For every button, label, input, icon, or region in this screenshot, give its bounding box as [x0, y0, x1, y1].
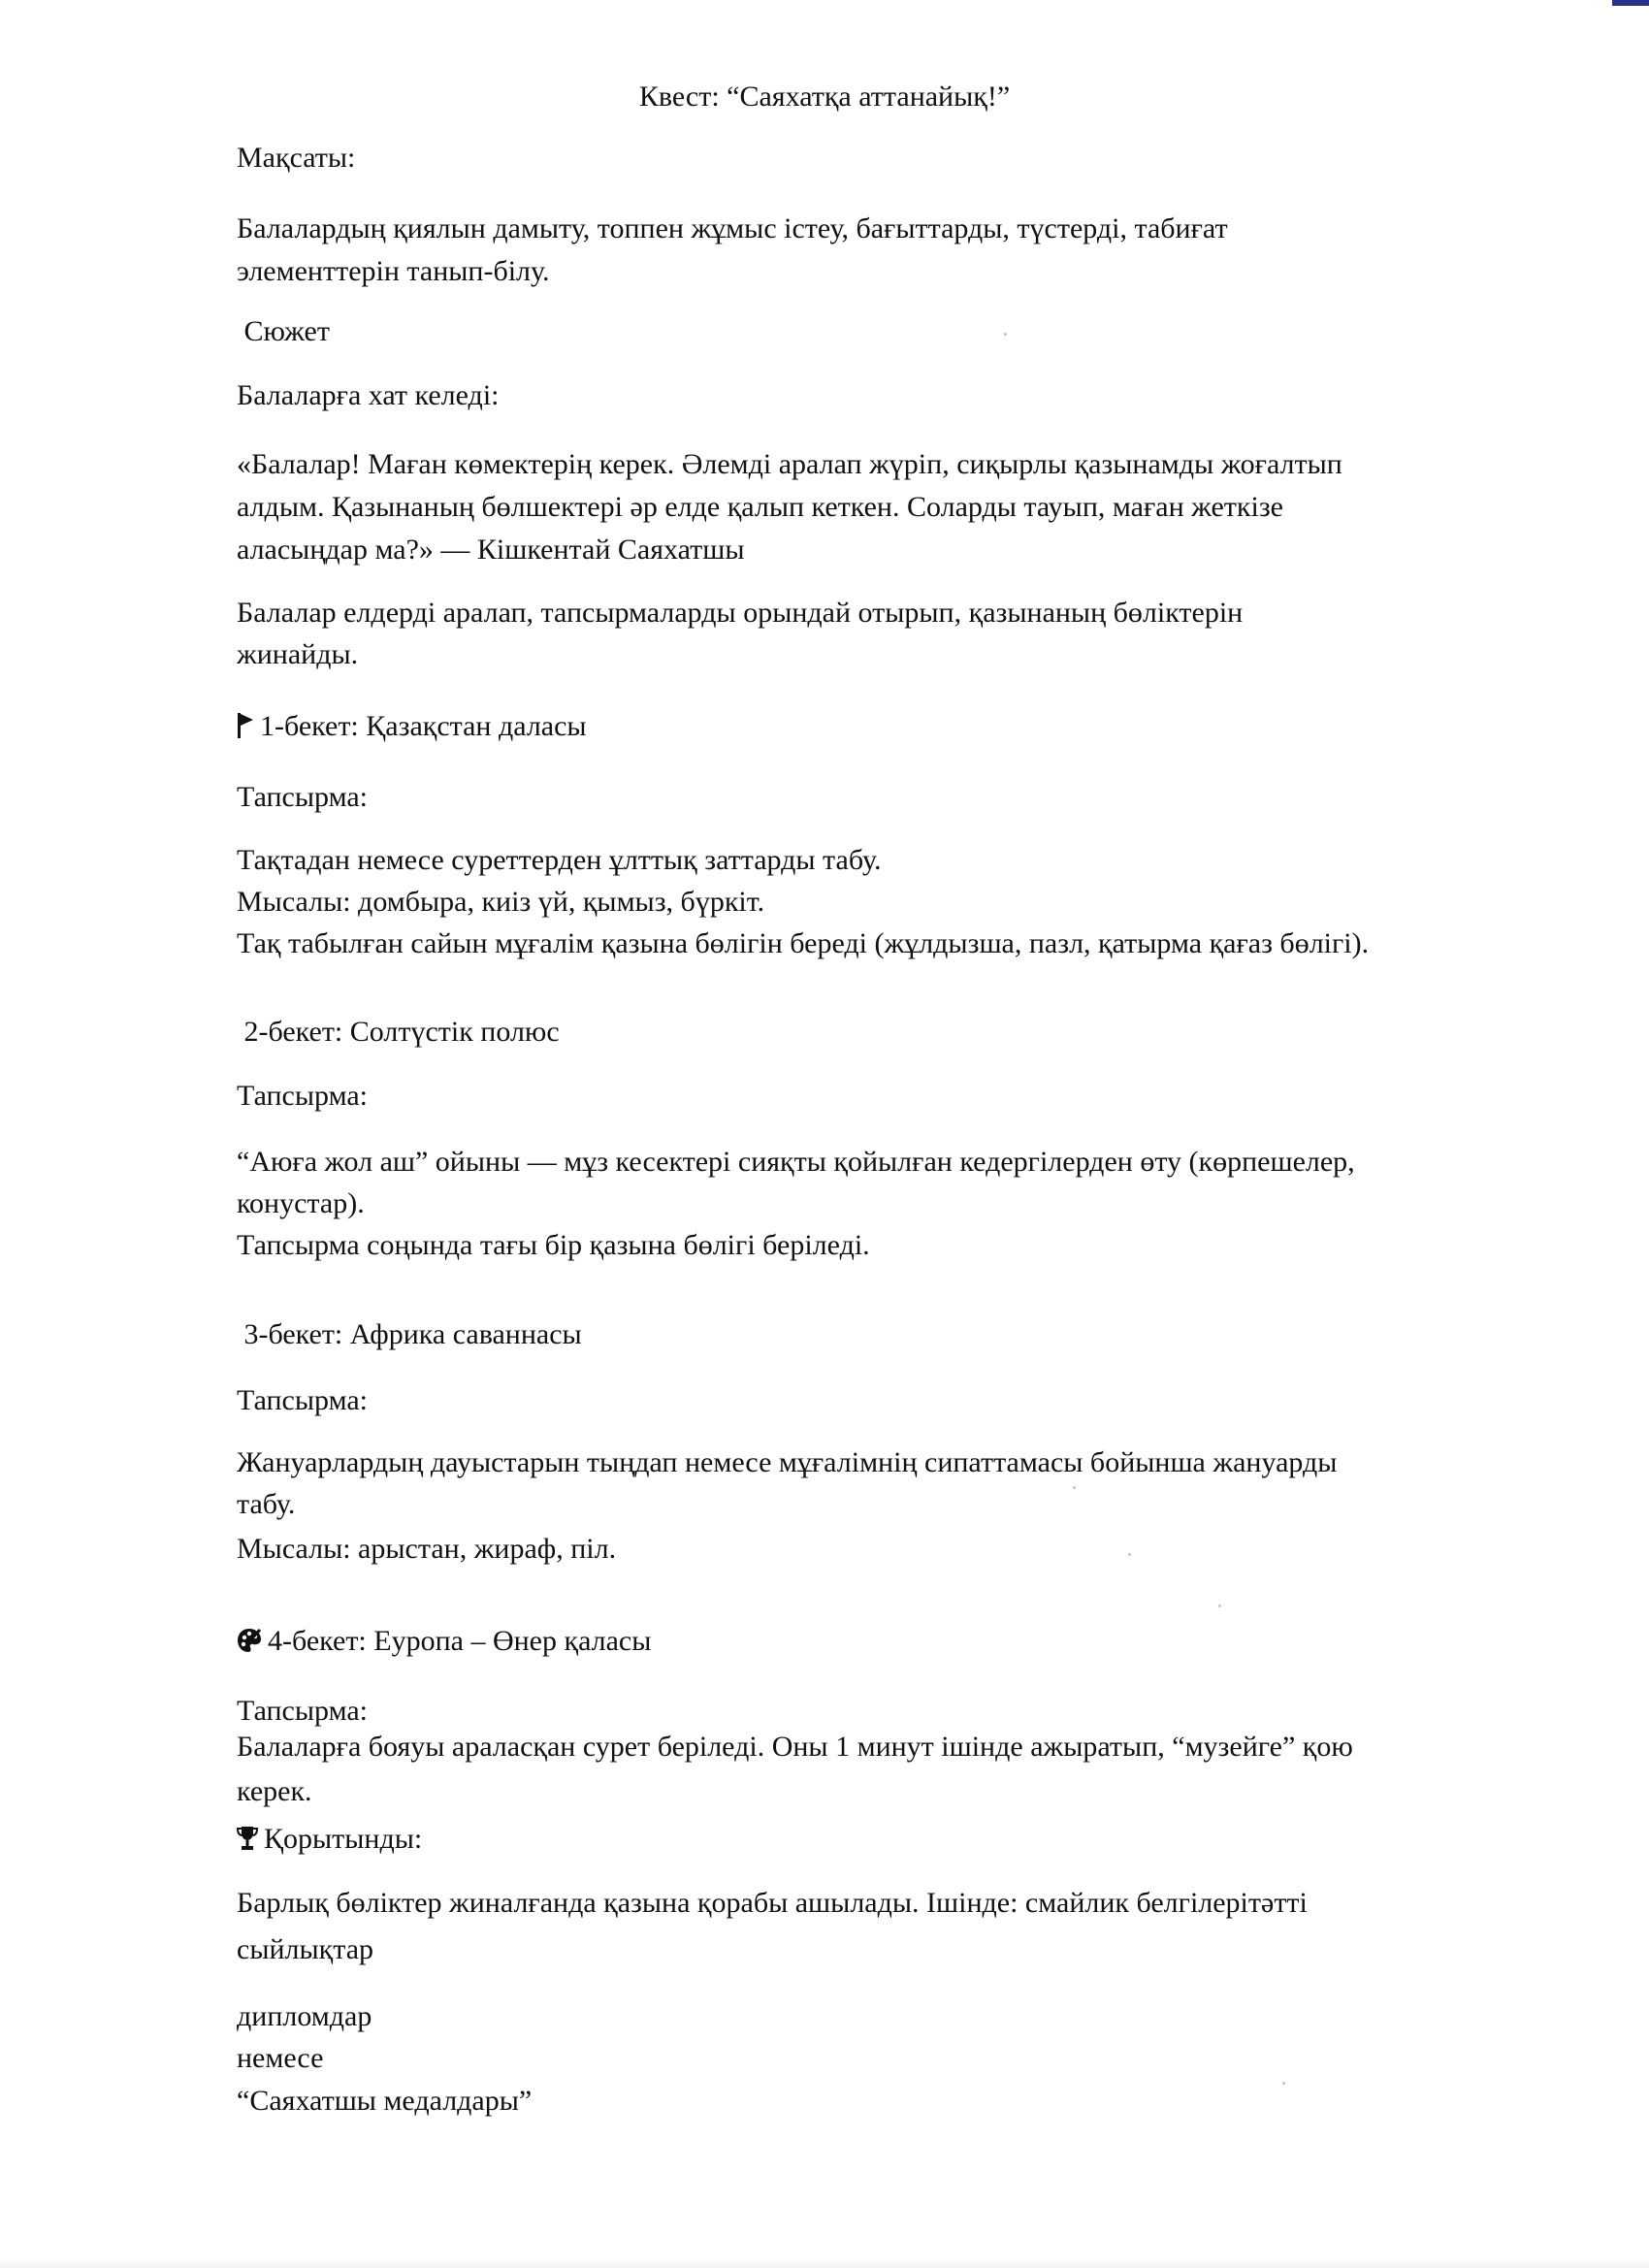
- plot-summary-line: жинайды.: [237, 638, 359, 670]
- scan-bottom-edge: [0, 2258, 1649, 2268]
- station-3-heading: 3-бекет: Африка саваннасы: [237, 1318, 582, 1350]
- reward-item: “Саяхатшы медалдары”: [237, 2085, 533, 2117]
- scan-speck: [1218, 1604, 1221, 1607]
- goal-line: элементтерін танып-білу.: [237, 255, 550, 287]
- station-4-line: керек.: [237, 1775, 312, 1807]
- goal-line: Балалардың қиялын дамыту, топпен жұмыс істеу, бағыттарды, түстерді, табиғат: [237, 212, 1228, 244]
- trophy-icon: [237, 1820, 258, 1863]
- station-3-line: Мысалы: арыстан, жираф, піл.: [237, 1533, 617, 1565]
- station-2-heading: 2-бекет: Солтүстік полюс: [237, 1016, 560, 1048]
- scan-speck: [1128, 1553, 1131, 1556]
- station-4-line: Балаларға бояуы араласқан сурет беріледі. Оны 1 минут ішінде ажыратып, “музейге” қою: [237, 1731, 1353, 1763]
- station-3-line: табу.: [237, 1488, 296, 1520]
- letter-line: «Балалар! Маған көмектерің керек. Әлемді аралап жүріп, сиқырлы қазынамды жоғалтып: [237, 448, 1342, 480]
- scan-speck: [1004, 333, 1007, 336]
- palette-icon: [237, 1622, 262, 1666]
- conclusion-line: сыйлықтар: [237, 1933, 374, 1965]
- task-label: Тапсырма:: [237, 1384, 368, 1416]
- plot-heading: Сюжет: [237, 315, 330, 347]
- station-1-line: Тақ табылған сайын мұғалім қазына бөлігін береді (жұлдызша, пазл, қатырма қағаз бөлігі).: [237, 927, 1370, 959]
- task-label: Тапсырма:: [237, 1695, 368, 1727]
- conclusion-heading: Қорытынды:: [237, 1817, 1504, 1863]
- task-label: Тапсырма:: [237, 1080, 368, 1112]
- flag-icon: [237, 707, 254, 751]
- plot-summary-line: Балалар елдерді аралап, тапсырмаларды орындай отырып, қазынаның бөліктерін: [237, 597, 1244, 629]
- station-1-heading: 1-бекет: Қазақстан даласы: [237, 704, 1504, 751]
- conclusion-line: Барлық бөліктер жиналғанда қазына қорабы ашылады. Ішінде: смайлик белгілерітәтті: [237, 1887, 1308, 1919]
- letter-intro: Балаларға хат келеді:: [237, 379, 500, 411]
- station-1-line: Мысалы: домбыра, киіз үй, қымыз, бүркіт.: [237, 886, 765, 918]
- station-2-line: Тапсырма соңында тағы бір қазына бөлігі беріледі.: [237, 1229, 870, 1261]
- document-title: Квест: “Саяхатқа аттанайық!”: [638, 81, 1011, 113]
- station-3-line: Жануарлардың дауыстарын тыңдап немесе мұғалімнің сипаттамасы бойынша жануарды: [237, 1446, 1338, 1478]
- letter-line: алдым. Қазынаның бөлшектері әр елде қалып кеткен. Соларды тауып, маған жеткізе: [237, 491, 1283, 523]
- goal-heading: Мақсаты:: [237, 142, 356, 174]
- station-2-line: “Аюға жол аш” ойыны — мұз кесектері сияқты қойылған кедергілерден өту (көрпешелер,: [237, 1146, 1355, 1178]
- scan-edge-mark: [1612, 0, 1649, 6]
- task-label: Тапсырма:: [237, 781, 368, 813]
- letter-line: аласыңдар ма?» — Кішкентай Саяхатшы: [237, 534, 745, 566]
- station-4-heading: 4-бекет: Еуропа – Өнер қаласы: [237, 1619, 1504, 1666]
- reward-item: немесе: [237, 2042, 324, 2074]
- station-1-line: Тақтадан немесе суреттерден ұлттық заттарды табу.: [237, 844, 882, 876]
- station-2-line: конустар).: [237, 1187, 365, 1219]
- reward-item: дипломдар: [237, 2000, 372, 2032]
- scan-speck: [1073, 1486, 1076, 1489]
- scan-speck: [1282, 2082, 1285, 2085]
